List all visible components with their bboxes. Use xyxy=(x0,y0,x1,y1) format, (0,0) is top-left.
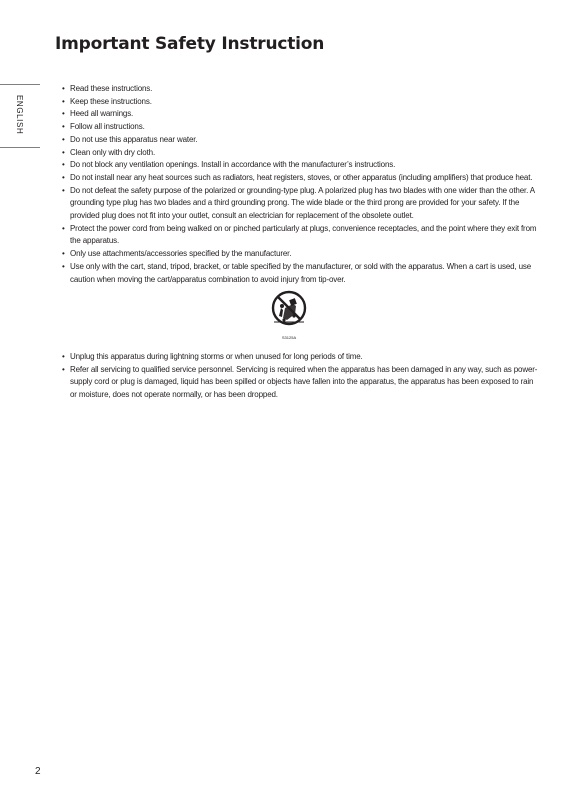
bullet-icon: • xyxy=(62,172,65,182)
side-tab-bottom-rule xyxy=(0,147,40,148)
instruction-text: Protect the power cord from being walked on or pinched particularly at plugs, convenience receptacles, and the point where they exit from the apparatus. xyxy=(70,223,537,246)
list-item xyxy=(62,364,538,402)
list-item xyxy=(62,223,538,248)
list-item xyxy=(62,248,538,261)
list-item xyxy=(62,261,538,286)
list-item xyxy=(62,96,538,109)
instruction-text: Only use attachments/accessories specified by the manufacturer. xyxy=(70,249,292,259)
instruction-text: Do not install near any heat sources such as radiators, heat registers, stoves, or other apparatus (including amplifiers) that produce heat. xyxy=(70,172,533,182)
language-label: ENGLISH xyxy=(15,95,24,135)
bullet-icon: • xyxy=(62,84,65,93)
bullet-icon: • xyxy=(62,352,65,361)
safety-instruction-list-2 xyxy=(62,351,538,402)
instruction-text: Follow all instructions. xyxy=(70,122,145,132)
instruction-text: Refer all servicing to qualified service personnel. Servicing is required when the apparatus has been damaged in any way, such as power-supply cord or plug is damaged, liquid has been spilled or objects have fallen into the apparatus, the apparatus has been exposed to rain or moisture, does not operate normally, or has been dropped. xyxy=(70,364,538,400)
bullet-icon: • xyxy=(62,185,65,195)
bullet-icon: • xyxy=(62,364,65,374)
instruction-text: Do not defeat the safety purpose of the polarized or grounding-type plug. A polarized plug has two blades with one wider than the other. A grounding type plug has two blades and a third grounding prong. The wide blade or the third prong are provided for your safety. If the provided plug does not fit into your outlet, consult an electrician for replacement of the obsolete outlet. xyxy=(70,185,535,221)
bullet-icon: • xyxy=(62,261,65,271)
side-tab-top-rule xyxy=(0,84,40,85)
bullet-icon: • xyxy=(62,122,65,132)
cart-warning-caption: S3125A xyxy=(281,335,297,340)
bullet-icon: • xyxy=(62,223,65,233)
bullet-icon: • xyxy=(62,160,65,170)
list-item xyxy=(62,185,538,223)
safety-instruction-list-1 xyxy=(62,83,538,286)
list-item xyxy=(62,172,538,185)
instruction-text: Heed all warnings. xyxy=(70,109,134,119)
bullet-icon: • xyxy=(62,109,65,119)
instruction-text: Read these instructions. xyxy=(70,84,153,93)
instruction-text: Use only with the cart, stand, tripod, bracket, or table specified by the manufacturer, or sold with the apparatus. When a cart is used, use caution when moving the cart/apparatus combination to avoid injury from tip-over. xyxy=(70,261,532,284)
instruction-text: Keep these instructions. xyxy=(70,96,152,106)
bullet-icon: • xyxy=(62,147,65,157)
instruction-text: Unplug this apparatus during lightning storms or when unused for long periods of time. xyxy=(70,352,363,361)
bullet-icon: • xyxy=(62,134,65,144)
instruction-text: Do not use this apparatus near water. xyxy=(70,134,198,144)
list-item xyxy=(62,134,538,147)
language-side-tab xyxy=(15,95,25,139)
instruction-text: Do not block any ventilation openings. Install in accordance with the manufacturer’s instructions. xyxy=(70,160,396,170)
list-item xyxy=(62,83,538,96)
list-item xyxy=(62,108,538,121)
list-item xyxy=(62,121,538,134)
page-number: 2 xyxy=(35,766,41,777)
cart-tip-over-warning-icon xyxy=(271,290,317,346)
instruction-text: Clean only with dry cloth. xyxy=(70,147,156,157)
page-title: Important Safety Instruction xyxy=(55,34,325,54)
cart-tip-over-symbol xyxy=(271,290,307,334)
bullet-icon: • xyxy=(62,249,65,259)
list-item xyxy=(62,351,538,364)
list-item xyxy=(62,147,538,160)
bullet-icon: • xyxy=(62,96,65,106)
list-item xyxy=(62,159,538,172)
